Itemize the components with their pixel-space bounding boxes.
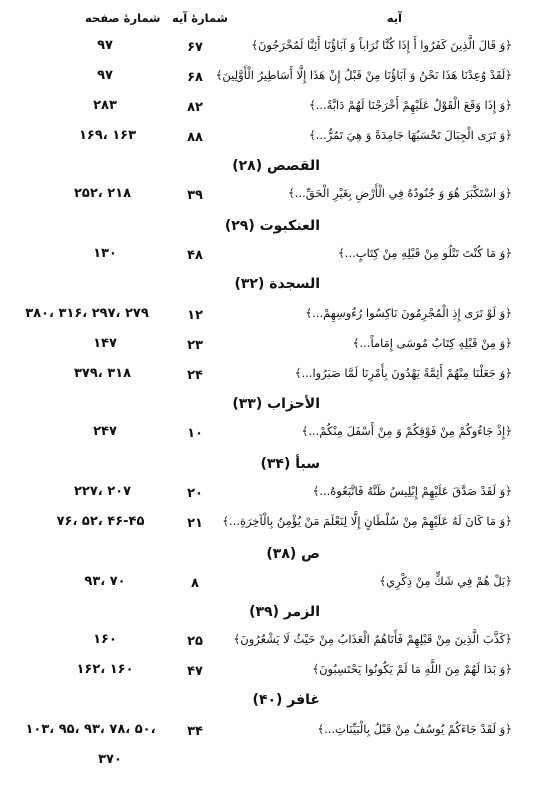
- sura-title: ص (۳۸): [266, 546, 320, 562]
- sura-title: السجدة (۳۲): [234, 276, 320, 292]
- page-numbers: ۱۶۹، ۱۶۳: [78, 128, 137, 143]
- verse-text: ﴿وَ مَا كُنْتَ تَتْلُو مِنْ قَبْلِهِ مِنْ كِتَابٍ...﴾: [338, 246, 512, 260]
- verse-text: ﴿وَ جَعَلْنَا مِنْهُمْ أَئِمَّةً يَهْدُونَ بِأَمْرِنَا لَمَّا صَبَرُوا...﴾: [294, 366, 512, 380]
- verse-text: ﴿وَ لَوْ تَرَى إِذِ الْمُجْرِمُونَ نَاكِسُوا رُءُوسِهِمْ...﴾: [305, 306, 512, 320]
- verse-text: ﴿وَ اسْتَكْبَرَ هُوَ وَ جُنُودُهُ فِي الْأَرْضِ بِغَيْرِ الْحَقِّ...﴾: [288, 186, 512, 200]
- aya-number: ۴۸: [187, 248, 203, 263]
- verse-text: ﴿لَقَدْ وُعِدْنَا هَذَا نَحْنُ وَ آبَاؤُنَا مِنْ قَبْلُ إِنْ هَذَا إِلَّا أَسَاطِيرُ الْأَوَّلِينَ﴾: [215, 68, 512, 82]
- verse-text: ﴿بَلْ هُمْ فِي شَكٍّ مِنْ ذِكْرِي﴾: [379, 574, 512, 588]
- sura-title: سبأ (۳۴): [260, 456, 320, 472]
- page-numbers: ۹۳، ۷۰: [84, 574, 126, 589]
- page-numbers: ۱۰۳، ۹۵، ۹۳، ۷۸، ۵۰،: [25, 722, 156, 737]
- page-numbers: ۲۴۷: [93, 424, 117, 439]
- aya-number: ۸: [191, 576, 199, 591]
- verse-text: ﴿وَ لَقَدْ جَاءَكُمْ يُوسُفُ مِنْ قَبْلُ بِالْبَيِّنَاتِ...﴾: [317, 722, 512, 736]
- page-numbers: ۲۸۳: [93, 98, 117, 113]
- page-numbers: ۹۷: [97, 38, 113, 53]
- aya-number: ۱۲: [187, 308, 203, 323]
- aya-number: ۱۰: [187, 426, 203, 441]
- verse-text: ﴿وَ مَا كَانَ لَهُ عَلَيْهِمْ مِنْ سُلْطَانٍ إِلَّا لِنَعْلَمَ مَنْ يُؤْمِنُ بِالْآخِرَةِ...﴾: [222, 514, 512, 528]
- page-numbers: ۲۲۷، ۲۰۷: [73, 484, 132, 499]
- aya-number: ۳۹: [187, 188, 203, 203]
- sura-title: القصص (۲۸): [232, 158, 320, 174]
- header-aya-number: شمارهٔ آیه: [172, 11, 228, 25]
- page-numbers-continued: ۳۷۰: [98, 752, 122, 767]
- sura-title: العنکبوت (۲۹): [224, 218, 320, 234]
- page-numbers: ۱۶۲، ۱۶۰: [76, 662, 134, 677]
- page-numbers: ۱۴۷: [93, 336, 117, 351]
- aya-number: ۲۵: [187, 634, 203, 649]
- page-numbers: ۳۷۹، ۳۱۸: [73, 366, 132, 381]
- verse-text: ﴿وَ لَقَدْ صَدَّقَ عَلَيْهِمْ إِبْلِيسُ ظَنَّهُ فَاتَّبَعُوهُ...﴾: [312, 484, 512, 498]
- page-numbers: ۱۳۰: [93, 246, 117, 261]
- verse-text: ﴿كَذَّبَ الَّذِينَ مِنْ قَبْلِهِمْ فَأَتَاهُمُ الْعَذَابُ مِنْ حَيْثُ لَا يَشْعُرُونَ﴾: [233, 632, 512, 646]
- aya-number: ۲۰: [187, 486, 203, 501]
- sura-title: غافر (۴۰): [252, 692, 320, 708]
- aya-number: ۲۳: [187, 338, 203, 353]
- header-verse: آیه: [386, 11, 402, 25]
- sura-title: الأحزاب (۳۳): [232, 396, 320, 412]
- verse-text: ﴿وَ تَرَى الْجِبَالَ تَحْسَبُهَا جَامِدَةً وَ هِيَ تَمُرُّ...﴾: [309, 128, 512, 142]
- sura-title: الزمر (۳۹): [249, 604, 320, 620]
- verse-text: ﴿وَ إِذَا وَقَعَ الْقَوْلُ عَلَيْهِمْ أَخْرَجْنَا لَهُمْ دَابَّةً...﴾: [308, 98, 512, 112]
- aya-number: ۴۷: [187, 664, 203, 679]
- page-numbers: ۲۵۲، ۲۱۸: [73, 186, 132, 201]
- page-numbers: ۹۷: [97, 68, 113, 83]
- page-numbers: ۷۶، ۵۲، ۴۶-۴۵: [56, 514, 145, 529]
- header-page-number: شمارهٔ صفحه: [85, 11, 161, 25]
- aya-number: ۲۴: [187, 368, 203, 383]
- aya-number: ۲۱: [187, 516, 203, 531]
- page-numbers: ۳۸۰، ۳۱۶، ۲۹۷، ۲۷۹: [25, 306, 149, 321]
- verse-text: ﴿وَ قَالَ الَّذِينَ كَفَرُوا أَ إِذَا كُنَّا تُرَاباً وَ آبَاؤُنَا أَئِنَّا لَمُخْرَجُونَ﴾: [251, 38, 512, 52]
- verse-text: ﴿وَ مِنْ قَبْلِهِ كِتَابُ مُوسَى إِمَاماً...﴾: [352, 336, 512, 350]
- aya-number: ۸۸: [187, 130, 203, 145]
- aya-number: ۸۲: [187, 100, 203, 115]
- verse-text: ﴿وَ بَدَا لَهُمْ مِنَ اللَّهِ مَا لَمْ يَكُونُوا يَحْتَسِبُونَ﴾: [312, 662, 512, 676]
- aya-number: ۶۸: [187, 70, 203, 85]
- page-numbers: ۱۶۰: [93, 632, 117, 647]
- aya-number: ۶۷: [187, 40, 203, 55]
- aya-number: ۳۴: [187, 724, 203, 739]
- verse-text: ﴿إِذْ جَاءُوكُمْ مِنْ فَوْقِكُمْ وَ مِنْ أَسْفَلَ مِنْكُمْ...﴾: [301, 424, 512, 438]
